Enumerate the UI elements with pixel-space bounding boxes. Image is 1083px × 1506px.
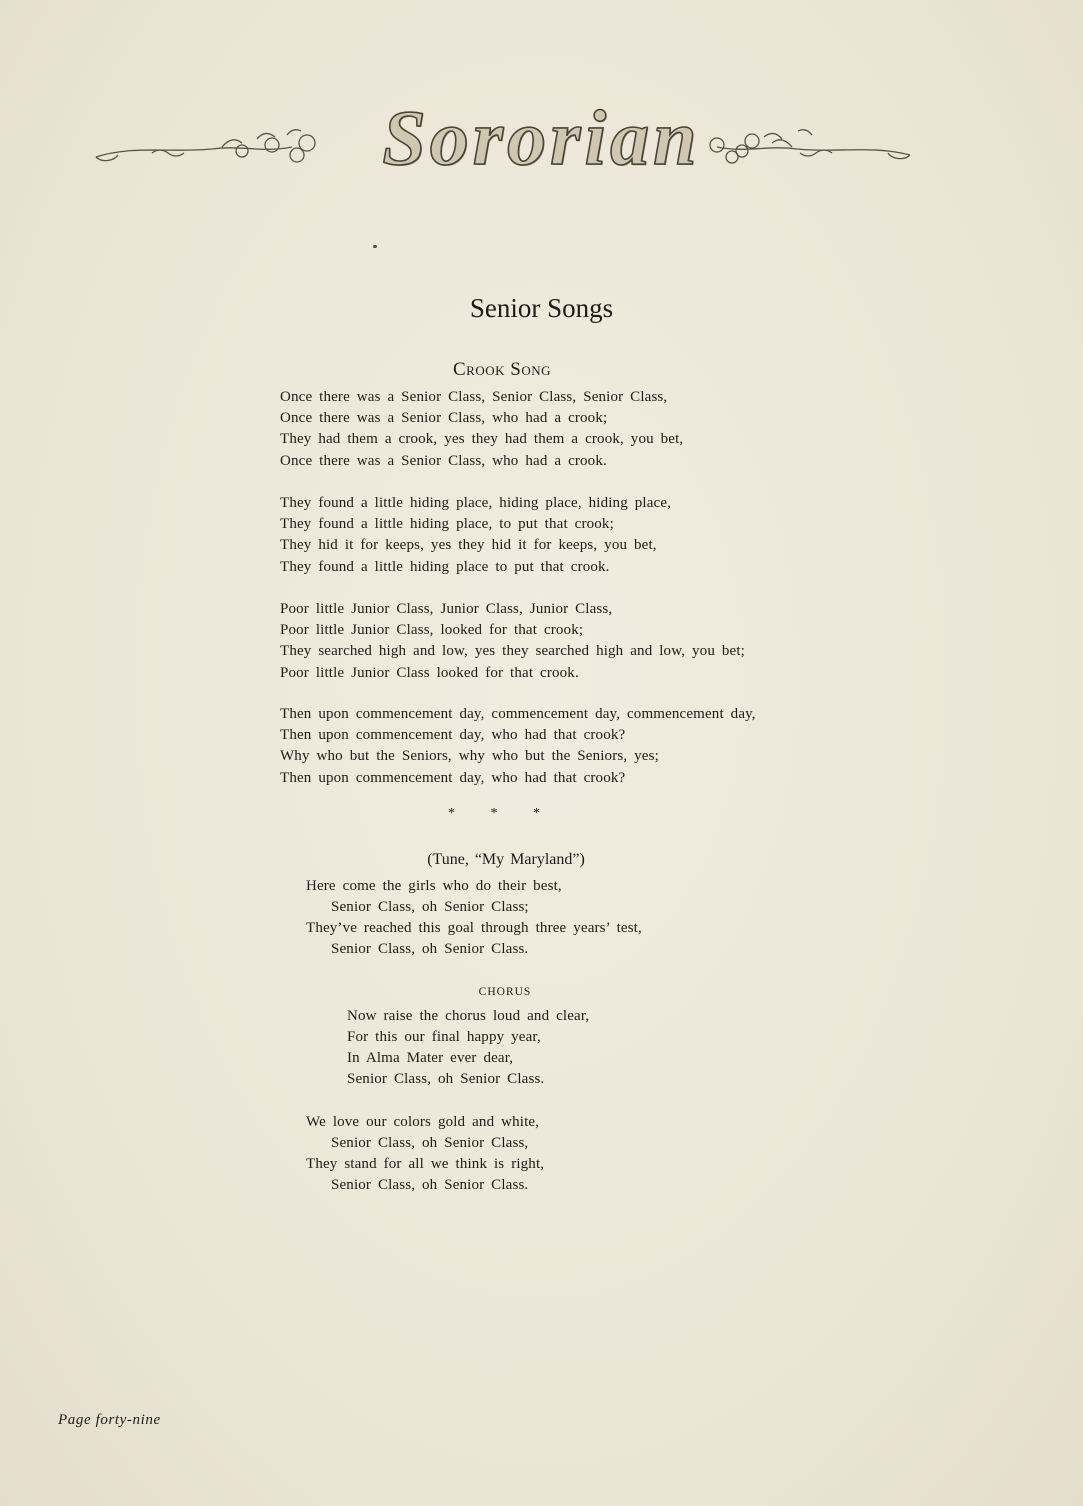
verse-line: Senior Class, oh Senior Class. [331, 941, 529, 957]
verse-line: Then upon commencement day, who had that crook? [280, 769, 626, 786]
verse-line: Poor little Junior Class, Junior Class, Junior Class, [280, 601, 613, 617]
verse-line: They found a little hiding place, to put that crook; [280, 516, 614, 533]
masthead-title: Sororian [382, 94, 701, 181]
maryland-song-stanza-2 [306, 1112, 806, 1196]
verse-line: We love our colors gold and white, [306, 1114, 540, 1130]
verse-line: Then upon commencement day, commencement day, commencement day, [280, 706, 756, 722]
tune-caption: (Tune, “My Maryland”) [427, 851, 585, 868]
verse-line: They searched high and low, yes they searched high and low, you bet; [280, 643, 745, 660]
maryland-song-stanza-1 [306, 876, 806, 960]
verse-line: Poor little Junior Class, looked for that crook; [280, 622, 584, 639]
verse-line: Then upon commencement day, who had that crook? [280, 727, 626, 744]
verse-line: Once there was a Senior Class, Senior Class, Senior Class, [280, 389, 668, 405]
verse-line: They’ve reached this goal through three years’ test, [306, 920, 642, 936]
crook-song-stanza-2 [280, 493, 840, 578]
page-number: Page forty-nine [58, 1412, 161, 1428]
verse-line: Now raise the chorus loud and clear, [347, 1008, 590, 1024]
verse-line: In Alma Mater ever dear, [347, 1050, 514, 1066]
chorus-label: CHORUS [478, 986, 532, 998]
verse-line: Senior Class, oh Senior Class. [331, 1177, 529, 1193]
verse-line: They stand for all we think is right, [306, 1156, 545, 1172]
verse-line: Once there was a Senior Class, who had a crook; [280, 410, 608, 427]
crook-song-stanza-4 [280, 704, 840, 789]
verse-line: Senior Class, oh Senior Class, [331, 1135, 529, 1151]
verse-line: They had them a crook, yes they had them a crook, you bet, [280, 431, 684, 448]
verse-line: Why who but the Seniors, why who but the Seniors, yes; [280, 748, 659, 765]
verse-line: Once there was a Senior Class, who had a crook. [280, 452, 607, 469]
verse-line: Poor little Junior Class looked for that crook. [280, 664, 579, 681]
verse-line: They found a little hiding place to put that crook. [280, 558, 610, 575]
verse-line: Here come the girls who do their best, [306, 878, 562, 894]
section-separator: * * * [448, 806, 556, 821]
crook-song-title: Crook Song [453, 359, 551, 380]
crook-song-stanza-1 [280, 387, 840, 472]
maryland-song-chorus [347, 1006, 747, 1090]
page-title: Senior Songs [469, 293, 614, 323]
crook-song-stanza-3 [280, 599, 840, 684]
verse-line: They hid it for keeps, yes they hid it for keeps, you bet, [280, 537, 657, 554]
verse-line: Senior Class, oh Senior Class; [331, 899, 529, 915]
verse-line: They found a little hiding place, hiding place, hiding place, [280, 495, 672, 511]
verse-line: Senior Class, oh Senior Class. [347, 1071, 545, 1087]
ink-speck [373, 245, 377, 248]
verse-line: For this our final happy year, [347, 1029, 541, 1045]
